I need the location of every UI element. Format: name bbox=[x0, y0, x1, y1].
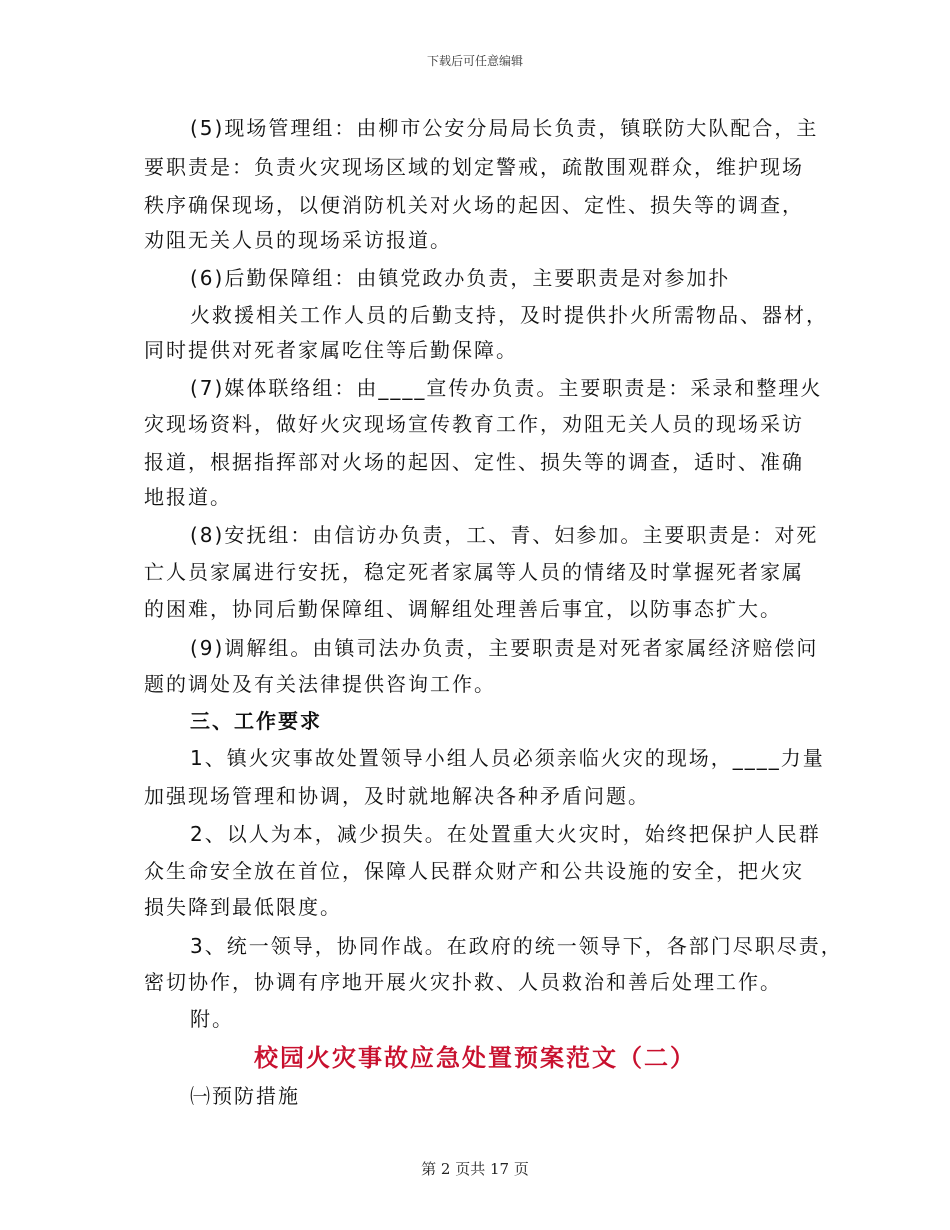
section-title: 校园火灾事故应急处置预案范文（二） bbox=[254, 1044, 696, 1072]
paragraph-line: 灾现场资料，做好火灾现场宣传教育工作，劝阻无关人员的现场采访 bbox=[144, 412, 804, 436]
paragraph-line: 密切协作，协调有序地开展火灾扑救、人员救治和善后处理工作。 bbox=[144, 970, 782, 994]
paragraph-line: 劝阻无关人员的现场采访报道。 bbox=[144, 228, 452, 252]
paragraph-line: 火救援相关工作人员的后勤支持，及时提供扑火所需物品、器材， bbox=[190, 303, 828, 327]
paragraph-line: 要职责是：负责火灾现场区域的划定警戒，疏散围观群众，维护现场 bbox=[144, 155, 804, 179]
page-footer: 第 2 页共 17 页 bbox=[421, 1160, 529, 1178]
paragraph-line: 同时提供对死者家属吃住等后勤保障。 bbox=[144, 338, 518, 362]
paragraph-line: 题的调处及有关法律提供咨询工作。 bbox=[144, 672, 496, 696]
subsection-heading: ㈠预防措施 bbox=[190, 1084, 300, 1108]
paragraph-line: 1、镇火灾事故处置领导小组人员必须亲临火灾的现场，____力量 bbox=[190, 746, 825, 770]
paragraph-line: 亡人员家属进行安抚，稳定死者家属等人员的情绪及时掌握死者家属 bbox=[144, 560, 804, 584]
paragraph-line: (7)媒体联络组：由____宣传办负责。主要职责是：采录和整理火 bbox=[190, 376, 823, 400]
paragraph-line: 众生命安全放在首位，保障人民群众财产和公共设施的安全，把火灾 bbox=[144, 859, 804, 883]
paragraph-line: 附。 bbox=[190, 1007, 234, 1031]
paragraph-line: 的困难，协同后勤保障组、调解组处理善后事宜，以防事态扩大。 bbox=[144, 597, 782, 621]
paragraph-line: (6)后勤保障组：由镇党政办负责，主要职责是对参加扑 bbox=[190, 266, 731, 290]
paragraph-line: 3、统一领导，协同作战。在政府的统一领导下，各部门尽职尽责， bbox=[190, 934, 843, 958]
paragraph-line: 报道，根据指挥部对火场的起因、定性、损失等的调查，适时、准确 bbox=[144, 450, 804, 474]
paragraph-line: 损失降到最低限度。 bbox=[144, 895, 342, 919]
paragraph-line: (5)现场管理组：由柳市公安分局局长负责，镇联防大队配合，主 bbox=[190, 116, 819, 140]
paragraph-line: 2、以人为本，减少损失。在处置重大火灾时，始终把保护人民群 bbox=[190, 822, 821, 846]
page-header: 下载后可任意编辑 bbox=[426, 54, 523, 68]
paragraph-line: 地报道。 bbox=[144, 485, 232, 509]
paragraph-line: 加强现场管理和协调，及时就地解决各种矛盾问题。 bbox=[144, 784, 650, 808]
paragraph-line: 秩序确保现场，以便消防机关对火场的起因、定性、损失等的调查， bbox=[144, 193, 804, 217]
paragraph-line: (8)安抚组：由信访办负责，工、青、妇参加。主要职责是：对死 bbox=[190, 523, 819, 547]
paragraph-line: (9)调解组。由镇司法办负责，主要职责是对死者家属经济赔偿问 bbox=[190, 636, 819, 660]
section-heading: 三、工作要求 bbox=[190, 709, 322, 733]
